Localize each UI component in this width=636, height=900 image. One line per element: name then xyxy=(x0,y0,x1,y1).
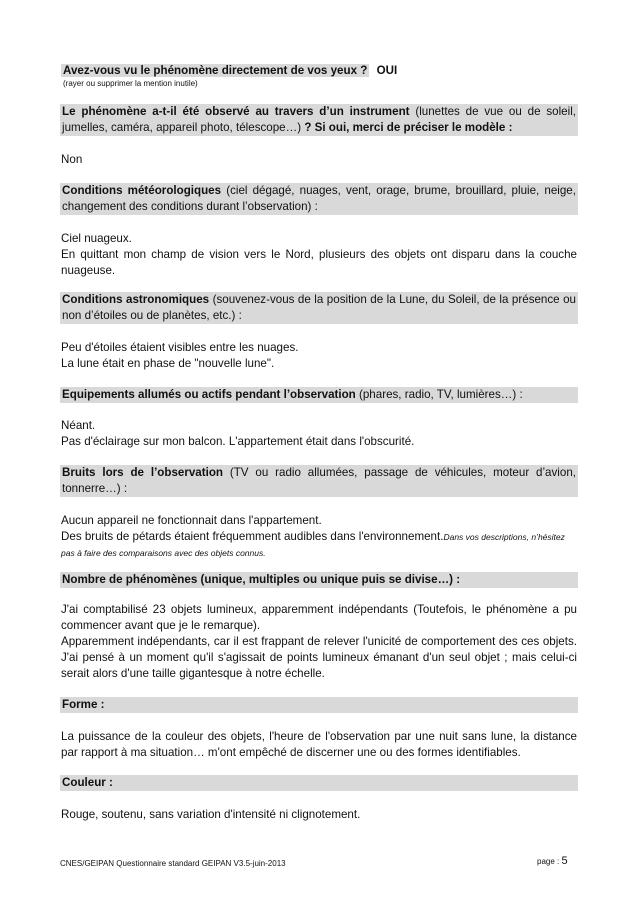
noise-question: Bruits lors de l’observation (TV ou radio allumées, passage de véhicules, moteur d’avion, tonnerre…) : xyxy=(62,466,576,495)
description-hint: Dans vos descriptions, n’hésitez pas à faire des comparaisons avec des objets connus. xyxy=(61,532,565,558)
instrument-answer: Non xyxy=(61,153,83,166)
color-answer: Rouge, soutenu, sans variation d'intensité ni clignotement. xyxy=(61,808,361,821)
direct-observation-block xyxy=(61,63,577,89)
count-question: Nombre de phénomènes (unique, multiples ou unique puis se divise…) : xyxy=(60,572,578,588)
instrument-question: Le phénomène a-t-il été observé au travers d’un instrument (lunettes de vue ou de soleil, jumelles, caméra, appareil photo, télescope…) ? Si oui, merci de préciser le modèle : xyxy=(62,105,576,134)
page-number: 5 xyxy=(561,855,568,867)
weather-question: Conditions météorologiques (ciel dégagé, nuages, vent, orage, brume, brouillard, pluie, neige, changement des conditions durant l’observation) : xyxy=(60,183,578,215)
shape-answer: La puissance de la couleur des objets, l'heure de l'observation par une nuit sans lune, la distance par rapport à ma situation… m'ont empêché de discerner une ou des formes identifiables. xyxy=(61,730,577,759)
direct-observation-question: Avez-vous vu le phénomène directement de vos yeux ? xyxy=(63,64,368,77)
equipment-question: Equipements allumés ou actifs pendant l’observation (phares, radio, TV, lumières…) : xyxy=(60,387,578,403)
weather-answer: Ciel nuageux. En quittant mon champ de vision vers le Nord, plusieurs des objets ont disparu dans la couche nuageuse. xyxy=(61,232,577,277)
astronomy-question: Conditions astronomiques (souvenez-vous de la position de la Lune, du Soleil, de la présence ou non d’étoiles ou de planètes, etc.) : xyxy=(62,293,577,322)
direct-observation-note: (rayer ou supprimer la mention inutile) xyxy=(63,79,198,88)
astronomy-answer: Peu d'étoiles étaient visibles entre les nuages. La lune était en phase de "nouvelle lune". xyxy=(61,341,299,370)
shape-question: Forme : xyxy=(60,697,578,713)
color-question: Couleur : xyxy=(60,775,578,791)
noise-answer: Aucun appareil ne fonctionnait dans l'appartement. Des bruits de pétards étaient fréquemment audibles dans l'environnement.Dans vos descriptions, n’hésitez pas à faire des comparaisons avec des objets connus. xyxy=(61,514,565,558)
direct-observation-answer: OUI xyxy=(376,64,398,77)
footer-doc-ref: CNES/GEIPAN Questionnaire standard GEIPAN V3.5-juin-2013 xyxy=(60,859,286,868)
footer-page: page : 5 xyxy=(537,855,568,867)
equipment-answer: Néant. Pas d'éclairage sur mon balcon. L'appartement était dans l'obscurité. xyxy=(61,419,415,448)
count-answer: J'ai comptabilisé 23 objets lumineux, apparemment indépendants (Toutefois, le phénomène a pu commencer avant que je le remarque). Apparemment indépendants, car il est frappant de relever l'unicité de comportement des ces objets. J'ai pensé à un moment qu'il s'agissait de points lumineux émanant d'un seul objet ; mais celui-ci serait alors d'une taille gigantesque à notre échelle. xyxy=(61,603,577,680)
